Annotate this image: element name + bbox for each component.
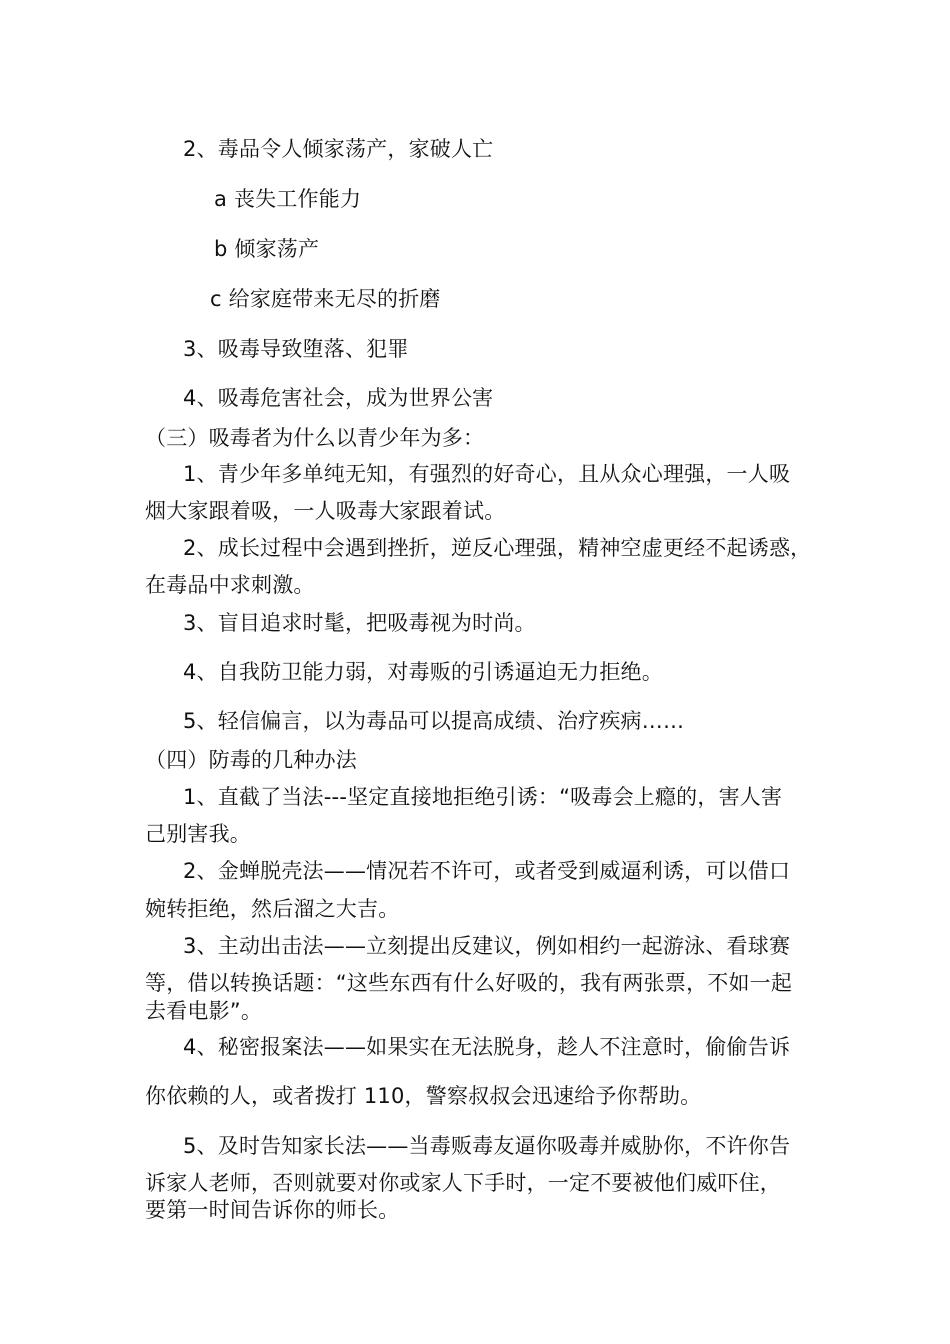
paragraph-line: 5、及时告知家长法——当毒贩毒友逼你吸毒并威胁你，不许你告: [183, 1134, 791, 1158]
paragraph-line: 婉转拒绝，然后溜之大吉。: [145, 897, 400, 921]
paragraph-line: 要第一时间告诉你的师长。: [145, 1198, 400, 1222]
paragraph-line: 在毒品中求刺激。: [145, 573, 315, 597]
section-three-heading: （三）吸毒者为什么以青少年为多：: [145, 426, 485, 450]
paragraph-line: 己别害我。: [145, 822, 251, 846]
sub-item-a: a 丧失工作能力: [214, 187, 362, 211]
paragraph-line: 等，借以转换话题：“这些东西有什么好吸的，我有两张票，不如一起: [145, 971, 793, 995]
paragraph-line: 5、轻信偏言，以为毒品可以提高成绩、治疗疾病……: [183, 709, 685, 733]
paragraph-line: 4、秘密报案法——如果实在无法脱身，趁人不注意时，偷偷告诉: [183, 1035, 791, 1059]
paragraph-line: 去看电影”。: [145, 999, 263, 1023]
section-four-heading: （四）防毒的几种办法: [145, 748, 357, 772]
sub-item-c: c 给家庭带来无尽的折磨: [210, 287, 441, 311]
paragraph-line: 烟大家跟着吸，一人吸毒大家跟着试。: [145, 499, 506, 523]
list-item-3-heading: 3、吸毒导致堕落、犯罪: [183, 337, 409, 361]
list-item-2-heading: 2、毒品令人倾家荡产，家破人亡: [183, 137, 494, 161]
paragraph-line: 3、盲目追求时髦，把吸毒视为时尚。: [183, 611, 536, 635]
paragraph-line: 诉家人老师，否则就要对你或家人下手时，一定不要被他们威吓住，: [145, 1171, 781, 1195]
sub-item-b: b 倾家荡产: [214, 237, 320, 261]
paragraph-line: 2、金蝉脱壳法——情况若不许可，或者受到威逼利诱，可以借口: [183, 859, 791, 883]
list-item-4-heading: 4、吸毒危害社会，成为世界公害: [183, 386, 494, 410]
paragraph-line: 2、成长过程中会遇到挫折，逆反心理强，精神空虚更经不起诱惑，: [183, 536, 812, 560]
paragraph-line: 1、直截了当法---坚定直接地拒绝引诱：“吸毒会上瘾的，害人害: [183, 785, 783, 809]
paragraph-line: 1、青少年多单纯无知，有强烈的好奇心，且从众心理强，一人吸: [183, 462, 791, 486]
paragraph-line: 4、自我防卫能力弱，对毒贩的引诱逼迫无力拒绝。: [183, 660, 663, 684]
paragraph-line: 你依赖的人，或者拨打 110，警察叔叔会迅速给予你帮助。: [145, 1084, 702, 1108]
paragraph-line: 3、主动出击法——立刻提出反建议，例如相约一起游泳、看球赛: [183, 934, 791, 958]
